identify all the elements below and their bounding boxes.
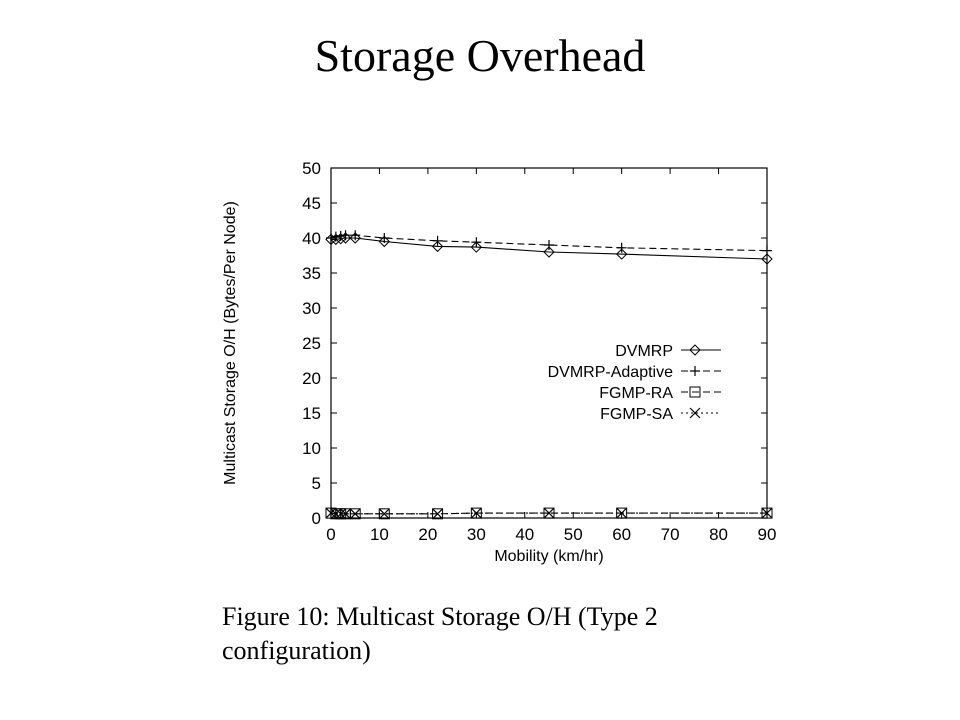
y-tick-label: 35 <box>302 264 321 283</box>
y-tick-label: 25 <box>302 334 321 353</box>
legend-label-fgmp-sa: FGMP-SA <box>600 406 673 423</box>
y-tick-label: 45 <box>302 194 321 213</box>
x-tick-label: 70 <box>660 525 680 544</box>
y-tick-label: 0 <box>311 509 321 528</box>
x-tick-label: 40 <box>515 525 535 544</box>
x-tick-label: 10 <box>369 525 389 544</box>
multicast-storage-chart <box>215 150 785 580</box>
x-tick-label: 30 <box>466 525 486 544</box>
plot-frame <box>331 168 767 518</box>
data-point-dvmrp-adaptive <box>331 232 341 242</box>
x-tick-label: 20 <box>418 525 438 544</box>
x-tick-label: 90 <box>757 525 777 544</box>
x-axis-label: Mobility (km/hr) <box>494 548 604 565</box>
legend-label-dvmrp-adaptive: DVMRP-Adaptive <box>547 364 673 381</box>
x-tick-label: 80 <box>709 525 729 544</box>
legend-label-fgmp-ra: FGMP-RA <box>599 385 673 402</box>
y-tick-label: 30 <box>302 299 321 318</box>
x-tick-label: 0 <box>326 525 336 544</box>
legend-marker-dvmrp-adaptive <box>690 366 700 376</box>
slide-title: Storage Overhead <box>314 30 646 81</box>
y-tick-label: 20 <box>302 369 321 388</box>
y-tick-label: 10 <box>302 439 321 458</box>
y-tick-label: 15 <box>302 404 321 423</box>
legend-label-dvmrp: DVMRP <box>615 343 673 360</box>
x-tick-label: 60 <box>612 525 632 544</box>
y-axis-label: Multicast Storage O/H (Bytes/Per Node) <box>222 201 239 485</box>
data-point-dvmrp-adaptive <box>617 243 627 253</box>
y-tick-label: 40 <box>302 229 321 248</box>
x-tick-label: 50 <box>563 525 583 544</box>
figure-caption: Figure 10: Multicast Storage O/H (Type 2 configuration) <box>222 602 658 665</box>
data-point-dvmrp-adaptive <box>544 240 554 250</box>
y-tick-label: 5 <box>311 474 321 493</box>
y-tick-label: 50 <box>302 159 321 178</box>
data-point-dvmrp-adaptive <box>762 246 772 256</box>
